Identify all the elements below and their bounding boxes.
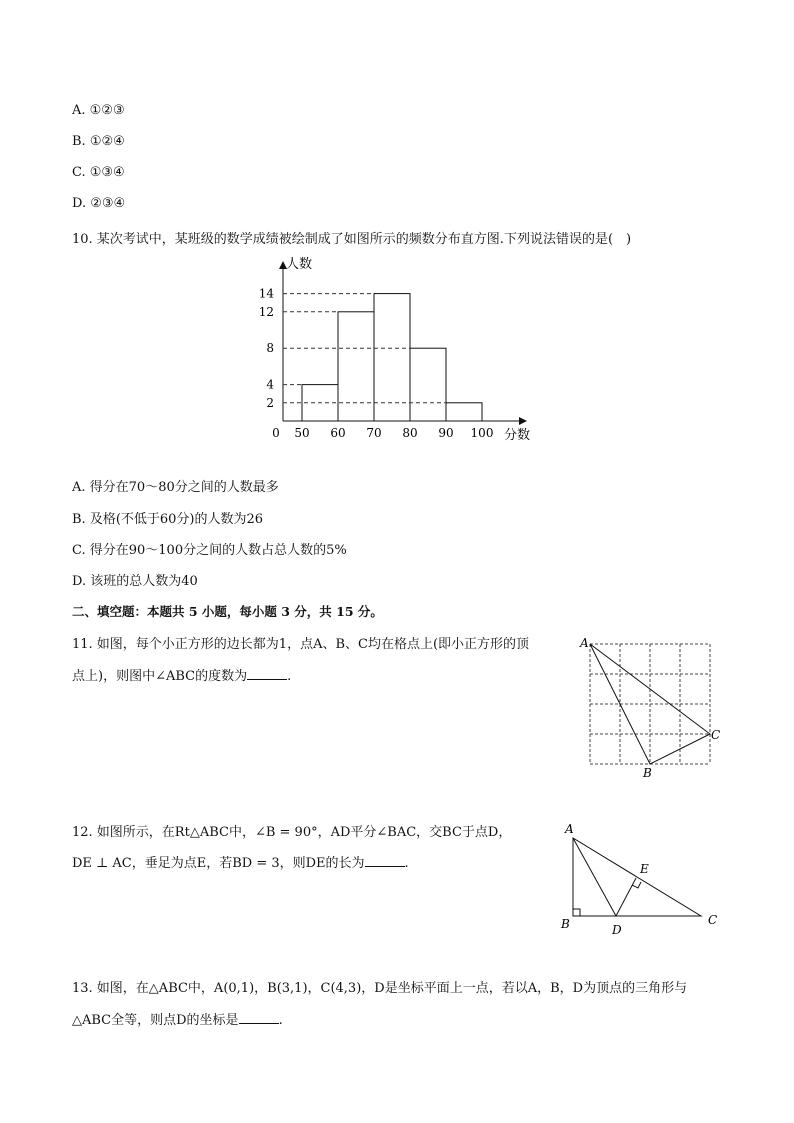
q10-option-c: C. 得分在90～100分之间的人数占总人数的5% xyxy=(72,543,347,558)
q12-label-e: E xyxy=(640,862,649,876)
q11-text: 点上)，则图中∠ABC的度数为 xyxy=(72,669,248,684)
x-tick-label: 80 xyxy=(402,426,418,440)
q9-option-b: B. ①②④ xyxy=(72,134,125,149)
x-tick-label: 60 xyxy=(330,426,346,440)
q12-label-b: B xyxy=(561,917,570,931)
q12-answer-blank xyxy=(365,854,405,867)
y-tick-label: 4 xyxy=(266,377,274,392)
q13-line2 xyxy=(72,1009,283,1028)
q11-answer-blank xyxy=(247,667,287,680)
q11-label-c: C xyxy=(711,728,721,742)
q11-triangle xyxy=(590,644,710,764)
q12-end: . xyxy=(404,856,409,871)
q11-line2 xyxy=(72,665,291,684)
y-axis-label: 人数 xyxy=(286,257,313,272)
histogram-bar xyxy=(302,385,338,421)
q12-line2 xyxy=(72,852,409,871)
q11-end: . xyxy=(287,669,292,684)
q12-line1: 12. 如图所示，在Rt△ABC中，∠B = 90°，AD平分∠BAC，交BC于点D， xyxy=(72,825,512,840)
q13-line1: 13. 如图，在△ABC中，A(0,1)，B(3,1)，C(4,3)，D是坐标平面上一点，若以A，B，D为顶点的三角形与 xyxy=(72,981,688,996)
q10-option-d: D. 该班的总人数为40 xyxy=(72,574,198,589)
y-tick-label: 12 xyxy=(258,304,274,319)
histogram-bar xyxy=(410,348,446,421)
q13-text: △ABC全等，则点D的坐标是 xyxy=(72,1013,239,1028)
q12-text: DE ⊥ AC，垂足为点E，若BD = 3，则DE的长为 xyxy=(72,856,365,871)
x-tick-label: 90 xyxy=(438,426,454,440)
q10-stem: 10. 某次考试中，某班级的数学成绩被绘制成了如图所示的频数分布直方图.下列说法错误的是( ) xyxy=(72,232,632,247)
q12-triangle-abc xyxy=(573,838,701,916)
y-tick-label: 14 xyxy=(258,286,274,301)
q11-label-a: A xyxy=(580,636,589,650)
q13-end: . xyxy=(278,1013,283,1028)
q12-segment-de xyxy=(616,878,636,916)
q11-line1: 11. 如图，每个小正方形的边长都为1，点A、B、C均在格点上(即小正方形的顶 xyxy=(72,637,530,652)
q12-segment-ad xyxy=(573,838,616,916)
section-heading: 二、填空题：本题共 5 小题，每小题 3 分，共 15 分。 xyxy=(72,604,383,619)
q12-label-a: A xyxy=(565,822,574,836)
q12-right-angle-b xyxy=(573,909,580,916)
histogram-bar xyxy=(446,403,482,421)
q10-option-b: B. 及格(不低于60分)的人数为26 xyxy=(72,512,264,527)
origin-label: 0 xyxy=(272,426,280,440)
q9-option-d: D. ②③④ xyxy=(72,196,126,211)
x-tick-label: 70 xyxy=(366,426,382,440)
q12-label-c: C xyxy=(708,913,718,927)
x-tick-label: 50 xyxy=(294,426,310,440)
q10-option-a: A. 得分在70～80分之间的人数最多 xyxy=(72,480,279,495)
q11-label-b: B xyxy=(643,766,652,780)
histogram-bar xyxy=(338,312,374,421)
x-axis-label: 分数 xyxy=(504,428,531,443)
q9-option-a: A. ①②③ xyxy=(72,103,125,118)
q9-option-c: C. ①③④ xyxy=(72,165,125,180)
y-tick-label: 8 xyxy=(266,341,274,356)
q13-answer-blank xyxy=(239,1011,279,1024)
q12-label-d: D xyxy=(612,923,622,937)
q12-right-angle-e xyxy=(632,882,641,888)
x-tick-label: 100 xyxy=(470,426,494,440)
y-tick-label: 2 xyxy=(266,395,274,410)
histogram-bar xyxy=(374,294,410,421)
